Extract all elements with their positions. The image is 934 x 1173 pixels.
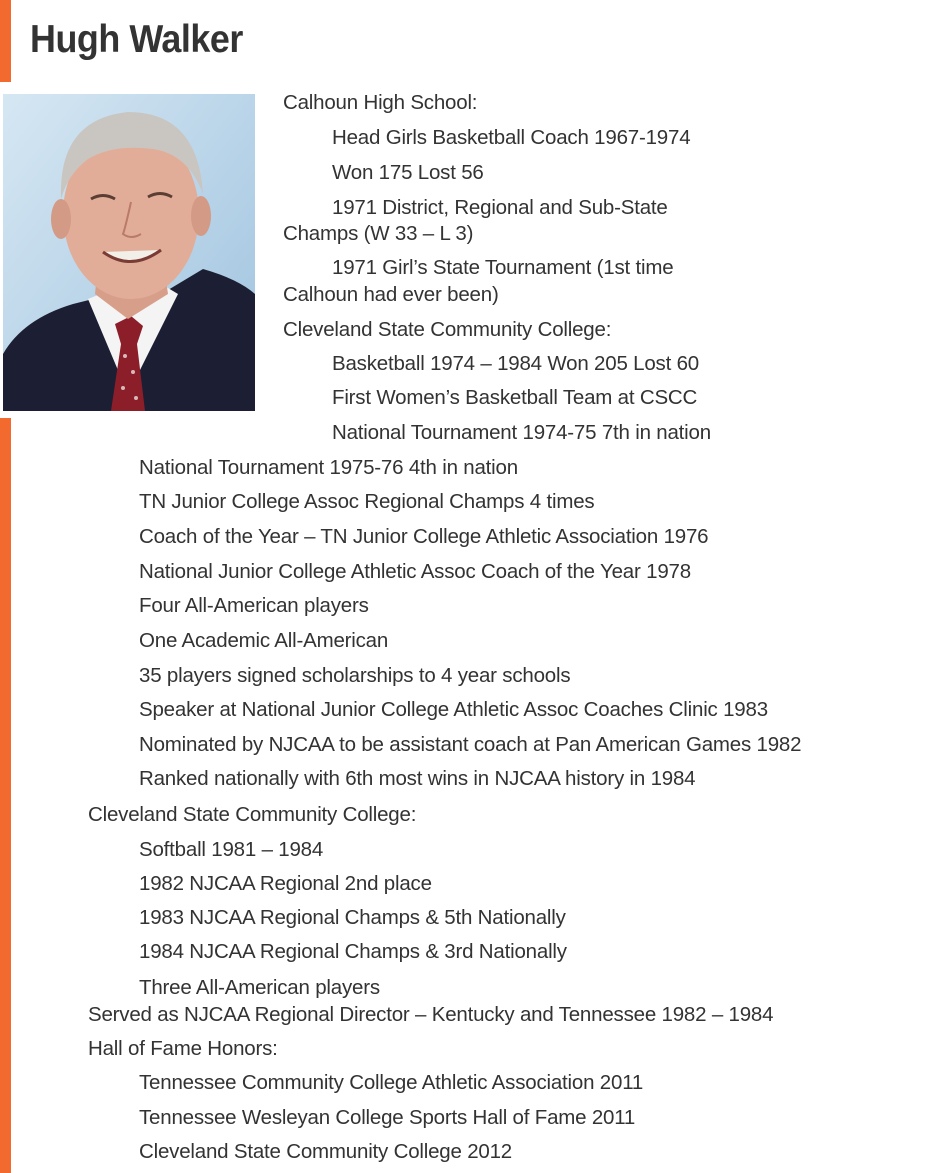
detail-line: 1982 NJCAA Regional 2nd place (139, 872, 432, 895)
section-heading-cscc-basketball: Cleveland State Community College: (283, 318, 612, 341)
detail-line: Basketball 1974 – 1984 Won 205 Lost 60 (332, 352, 699, 375)
detail-line: 1971 Girl’s State Tournament (1st time (332, 256, 674, 279)
accent-bar-bottom (0, 418, 11, 1173)
detail-line: Head Girls Basketball Coach 1967-1974 (332, 126, 691, 149)
detail-line: National Junior College Athletic Assoc Coach of the Year 1978 (139, 560, 691, 583)
detail-line: Four All-American players (139, 594, 369, 617)
detail-line: Cleveland State Community College 2012 (139, 1140, 513, 1163)
detail-line: Won 175 Lost 56 (332, 161, 484, 184)
detail-line: 1971 District, Regional and Sub-State (332, 196, 668, 219)
detail-line: 1984 NJCAA Regional Champs & 3rd Nationally (139, 940, 567, 963)
regional-director-line: Served as NJCAA Regional Director – Kentucky and Tennessee 1982 – 1984 (88, 1003, 774, 1026)
page-title: Hugh Walker (30, 18, 243, 61)
accent-bar-top (0, 0, 11, 82)
detail-line: Ranked nationally with 6th most wins in NJCAA history in 1984 (139, 767, 696, 790)
section-heading-cscc-softball: Cleveland State Community College: (88, 803, 417, 826)
detail-line: Tennessee Community College Athletic Association 2011 (139, 1071, 644, 1094)
detail-line: First Women’s Basketball Team at CSCC (332, 386, 698, 409)
section-heading-calhoun: Calhoun High School: (283, 91, 478, 114)
detail-line: One Academic All-American (139, 629, 389, 652)
detail-line: 1983 NJCAA Regional Champs & 5th Nationally (139, 906, 566, 929)
detail-line-continued: Champs (W 33 – L 3) (283, 222, 474, 245)
detail-line: Coach of the Year – TN Junior College Athletic Association 1976 (139, 525, 709, 548)
detail-line: National Tournament 1975-76 4th in nation (139, 456, 518, 479)
portrait-photo (3, 94, 255, 411)
detail-line: 35 players signed scholarships to 4 year schools (139, 664, 571, 687)
detail-line: Tennessee Wesleyan College Sports Hall of Fame 2011 (139, 1106, 636, 1129)
detail-line: Nominated by NJCAA to be assistant coach at Pan American Games 1982 (139, 733, 802, 756)
detail-line: Three All-American players (139, 976, 380, 999)
detail-line: Speaker at National Junior College Athletic Assoc Coaches Clinic 1983 (139, 698, 768, 721)
section-heading-hall-of-fame: Hall of Fame Honors: (88, 1037, 278, 1060)
detail-line: Softball 1981 – 1984 (139, 838, 324, 861)
detail-line: TN Junior College Assoc Regional Champs 4 times (139, 490, 595, 513)
detail-line: National Tournament 1974-75 7th in nation (332, 421, 711, 444)
detail-line-continued: Calhoun had ever been) (283, 283, 499, 306)
